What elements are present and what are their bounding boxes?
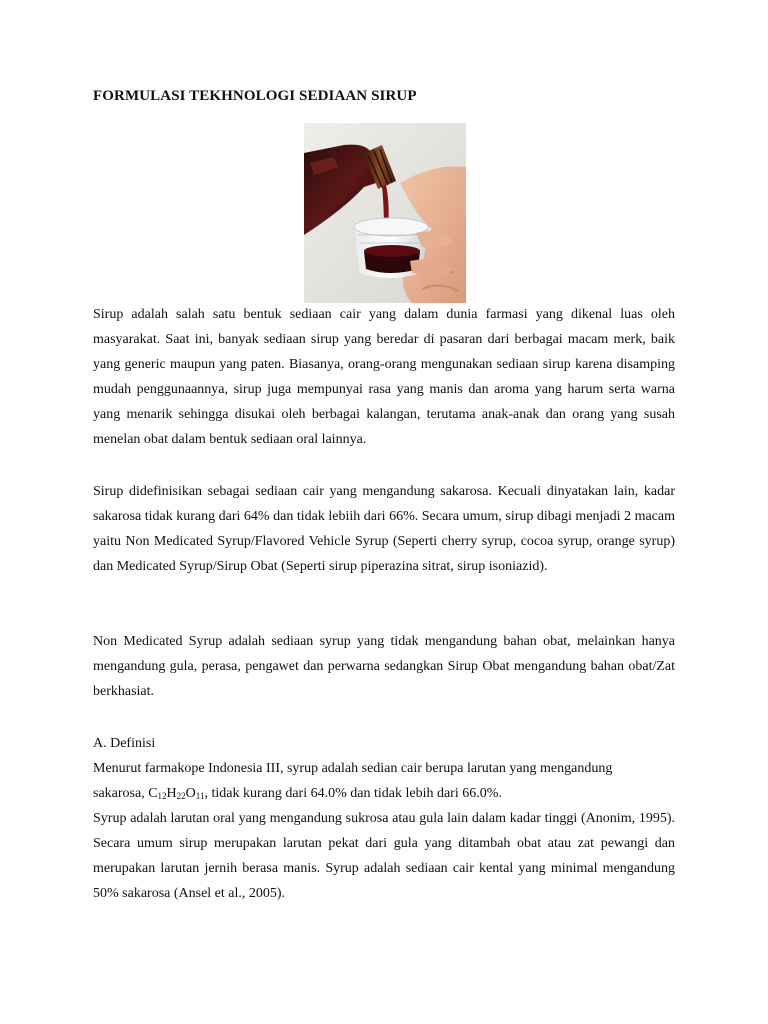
formula-hydrogen: H bbox=[166, 786, 177, 801]
formula-suffix: , tidak kurang dari 64.0% dan tidak lebih dari 66.0%. bbox=[204, 786, 502, 801]
formula-line bbox=[93, 781, 675, 806]
definition-line-1: Menurut farmakope Indonesia III, syrup adalah sedian cair berupa larutan yang mengandung bbox=[93, 761, 613, 776]
definition-paragraph-2: Syrup adalah larutan oral yang mengandung sukrosa atau gula lain dalam kadar tinggi (Anonim, 1995). Secara umum sirup merupakan larutan pekat dari gula yang ditambah obat atau zat pewangi dan merupakan larutan jernih berasa manis. Syrup adalah sediaan cair kental yang minimal mengandung 50% sakarosa (Ansel et al., 2005). bbox=[93, 811, 675, 901]
intro-paragraph: Sirup adalah salah satu bentuk sediaan cair yang dalam dunia farmasi yang dikenal luas oleh masyarakat. Saat ini, banyak sediaan sirup yang beredar di pasaran dari berbagai macam merk, baik yang generic maupun yang paten. Biasanya, orang-orang mengunakan sediaan sirup karena disamping mudah penggunaannya, sirup juga mempunyai rasa yang manis dan aroma yang harum serta warna yang menarik sehingga disukai oleh berbagai kalangan, terutama anak-anak dan orang yang susah menelan obat dalam bentuk sediaan oral lainnya. bbox=[93, 307, 675, 447]
formula-oxygen-count: 11 bbox=[195, 791, 205, 801]
syrup-pouring-photo bbox=[304, 123, 466, 303]
formula-carbon-count: 12 bbox=[157, 791, 167, 801]
section-a-heading: A. Definisi bbox=[93, 736, 156, 751]
document-title: FORMULASI TEKHNOLOGI SEDIAAN SIRUP bbox=[93, 88, 417, 104]
definition-paragraph: Sirup didefinisikan sebagai sediaan cair yang mengandung sakarosa. Kecuali dinyatakan lain, kadar sakarosa tidak kurang dari 64% dan tidak lebiih dari 66%. Secara umum, sirup dibagi menjadi 2 macam yaitu Non Medicated Syrup/Flavored Vehicle Syrup (Seperti cherry syrup, cocoa syrup, orange syrup) dan Medicated Syrup/Sirup Obat (Seperti sirup piperazina sitrat, sirup isoniazid). bbox=[93, 484, 675, 574]
formula-prefix: sakarosa, C bbox=[93, 786, 158, 801]
formula-hydrogen-count: 22 bbox=[176, 791, 186, 801]
non-medicated-paragraph: Non Medicated Syrup adalah sediaan syrup yang tidak mengandung bahan obat, melainkan hanya mengandung gula, perasa, pengawet dan perwarna sedangkan Sirup Obat mengandung bahan obat/Zat berkhasiat. bbox=[93, 634, 675, 699]
formula-oxygen: O bbox=[185, 786, 196, 801]
